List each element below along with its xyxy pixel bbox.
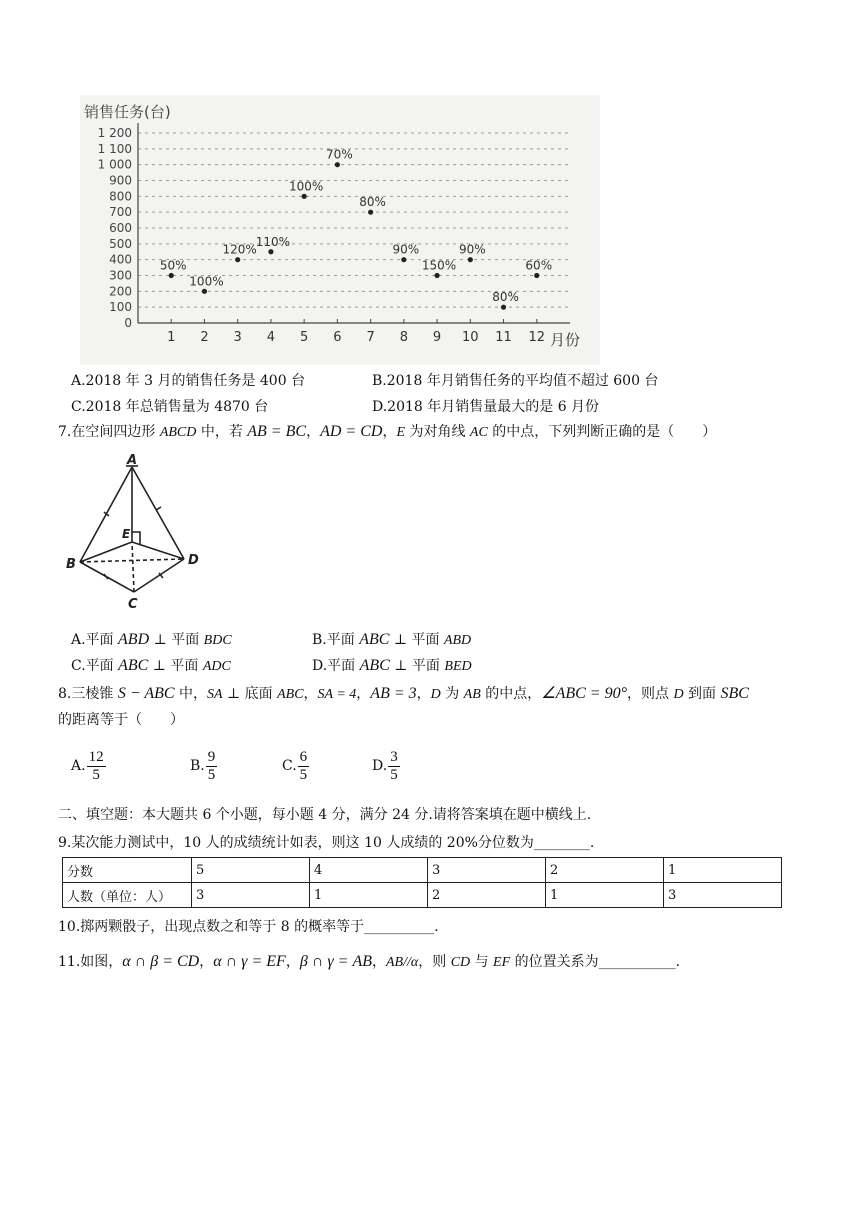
chart-point: [268, 249, 273, 254]
q8-text: ⊥ 底面: [222, 686, 278, 702]
chart-point-label: 80%: [492, 290, 519, 305]
q7-text: 中，若: [196, 424, 248, 440]
q7-opt-text: ⊥ 平面: [149, 632, 204, 648]
q7-opt-text: B.平面: [312, 632, 360, 648]
table-cell: 3: [428, 858, 546, 883]
chart-y-tick-label: 0: [124, 316, 132, 330]
table-cell: 分数: [63, 858, 192, 883]
q8-option-b-fraction: [206, 749, 218, 784]
tetrahedron-figure: [62, 452, 212, 612]
q7-math: ABCD: [159, 425, 197, 440]
fig-label-b: B: [66, 557, 76, 572]
chart-x-tick-label: 3: [233, 330, 242, 345]
chart-point-label: 100%: [288, 179, 324, 194]
chart-y-tick-label: 1 000: [97, 157, 132, 172]
q7-text: 7.在空间四边形: [58, 424, 160, 440]
fraction-denominator: 5: [299, 766, 308, 783]
q11-math: AB//α: [386, 955, 419, 970]
chart-y-tick-label: 500: [109, 236, 132, 251]
q7-math: AC: [469, 425, 488, 440]
chart-x-tick-label: 6: [333, 330, 342, 345]
chart-y-tick-label: 700: [109, 205, 132, 220]
q9-stem: 9.某次能力测试中，10 人的成绩统计如表，则这 10 人成绩的 20%分位数为________.: [58, 835, 595, 851]
chart-x-tick-label: 5: [300, 330, 309, 345]
q7-opt-math: ABC: [359, 631, 390, 648]
chart-y-tick-label: 300: [109, 268, 132, 283]
q8-option-c: [282, 748, 309, 784]
q8-text: 到面: [683, 686, 721, 702]
q7-option-c: [71, 657, 231, 676]
q10-stem: 10.掷两颗骰子，出现点数之和等于 8 的概率等于__________.: [58, 919, 439, 935]
q7-opt-math: ABD: [443, 633, 472, 648]
q7-text: 为对角线: [405, 424, 470, 440]
chart-x-tick-label: 8: [399, 330, 408, 345]
chart-point-label: 120%: [222, 242, 257, 257]
q8-option-a: [71, 748, 106, 784]
q8-text: 中，: [174, 686, 207, 702]
chart-y-axis-label: 销售任务(台): [84, 103, 171, 121]
table-cell: 人数（单位：人）: [63, 883, 192, 908]
q7-opt-math: BDC: [203, 633, 232, 648]
chart-point-label: 110%: [255, 234, 291, 249]
chart-x-tick-label: 7: [366, 330, 375, 345]
q11-math: EF: [493, 955, 511, 970]
q7-opt-text: C.平面: [71, 658, 119, 674]
q8-text: ，: [303, 686, 318, 702]
q7-stem: [58, 423, 716, 442]
sales-task-chart: [80, 95, 600, 365]
chart-point-label: 90%: [392, 242, 420, 257]
q8-math: S − ABC: [117, 685, 175, 702]
table-cell: 1: [310, 883, 428, 908]
fraction-denominator: 5: [390, 766, 398, 783]
chart-x-tick-label: 10: [462, 330, 479, 345]
table-cell: 1: [546, 883, 664, 908]
q6-option-c: C.2018 年总销售量为 4870 台: [71, 399, 269, 415]
chart-x-axis-label: 月份: [550, 331, 581, 349]
q11-stem: [58, 953, 680, 972]
chart-y-ticks: [98, 126, 132, 330]
q11-text: 11.如图，: [58, 954, 123, 970]
q8-math: ∠ABC = 90°: [541, 685, 627, 702]
table-row: [63, 858, 782, 883]
chart-point: [468, 257, 473, 262]
q7-option-a: [71, 631, 232, 650]
q8-text: 为: [440, 686, 464, 702]
chart-x-tick-label: 2: [200, 330, 209, 345]
fraction-denominator: 5: [207, 766, 216, 783]
q11-text: ，: [372, 954, 386, 970]
chart-point-label: 90%: [458, 242, 486, 257]
q8-math: SBC: [720, 685, 749, 702]
section-2-title: 二、填空题：本大题共 6 个小题，每小题 4 分，满分 24 分.请将答案填在题中横线上.: [58, 807, 592, 823]
table-cell: 2: [428, 883, 546, 908]
q8-math: SA = 4: [317, 687, 357, 702]
chart-x-tick-label: 4: [266, 330, 276, 345]
chart-y-tick-label: 400: [109, 252, 132, 267]
q11-math: α ∩ γ = EF: [213, 953, 286, 970]
q7-opt-math: ABD: [118, 631, 150, 648]
q8-math: AB: [463, 687, 481, 702]
q7-option-b: [312, 631, 471, 650]
q8-stem: [58, 685, 749, 704]
chart-point: [501, 305, 506, 310]
chart-point: [534, 273, 539, 278]
q7-opt-math: ADC: [202, 659, 231, 674]
table-cell: 4: [310, 858, 428, 883]
q8-stem-line2: 的距离等于（ ）: [58, 712, 184, 728]
table-cell: 5: [192, 858, 310, 883]
fig-label-e: E: [122, 527, 131, 541]
q8-option-a-fraction: [87, 749, 106, 784]
chart-y-tick-label: 1 200: [97, 126, 132, 140]
q7-text: 的中点，下列判断正确的是（ ）: [487, 424, 717, 440]
q8-math: D: [430, 687, 441, 702]
chart-points: [160, 148, 552, 310]
q8-option-c-fraction: [298, 749, 310, 784]
q7-text: ，: [306, 424, 321, 440]
q7-opt-math: ABC: [359, 657, 390, 674]
q11-text: ，: [285, 954, 300, 970]
q8-text: ，: [416, 686, 431, 702]
chart-x-tick-label: 12: [528, 330, 546, 345]
q11-text: ，则: [418, 954, 451, 970]
chart-point: [401, 257, 406, 262]
table-cell: 3: [664, 883, 782, 908]
fraction-numerator: 9: [207, 748, 216, 765]
q7-opt-text: ⊥ 平面: [148, 658, 203, 674]
fraction-numerator: 12: [88, 748, 104, 765]
q7-option-d: [312, 657, 472, 676]
fig-label-a: A: [127, 453, 138, 468]
chart-point-label: 150%: [421, 258, 457, 273]
chart-point: [235, 257, 240, 262]
q7-math: AD = CD: [320, 423, 383, 440]
chart-y-tick-label: 800: [109, 189, 132, 204]
q8-math: ABC: [277, 687, 304, 702]
q7-opt-math: ABC: [118, 657, 149, 674]
table-row: [63, 883, 782, 908]
table-cell: 2: [546, 858, 664, 883]
chart-x-tick-label: 1: [167, 330, 176, 345]
chart-point-label: 100%: [189, 274, 224, 289]
table-cell: 1: [664, 858, 782, 883]
fraction-numerator: 6: [299, 748, 308, 765]
chart-y-tick-label: 100: [109, 300, 132, 315]
q8-text: ，则点: [627, 686, 674, 702]
q8-text: 8.三棱锥: [58, 686, 118, 702]
chart-point: [302, 194, 307, 199]
q8-option-d: [372, 748, 400, 784]
chart-point-label: 80%: [359, 195, 386, 210]
q7-opt-text: A.平面: [71, 632, 119, 648]
q11-math: α ∩ β = CD: [122, 953, 200, 970]
q8-math: SA: [207, 687, 223, 702]
q8-math: AB = 3: [370, 685, 417, 702]
chart-y-tick-label: 600: [109, 221, 132, 235]
q7-opt-text: ⊥ 平面: [389, 658, 445, 674]
q11-math: β ∩ γ = AB: [299, 953, 372, 970]
chart-y-tick-label: 200: [109, 284, 132, 299]
q7-math: AB = BC: [247, 423, 307, 440]
chart-point: [335, 162, 340, 167]
fig-label-c: C: [128, 597, 138, 612]
chart-point-label: 70%: [326, 147, 353, 162]
chart-point-label: 50%: [159, 258, 187, 273]
fig-label-d: D: [188, 553, 199, 568]
q6-option-d: D.2018 年月销售量最大的是 6 月份: [372, 399, 600, 415]
q7-opt-text: D.平面: [312, 658, 360, 674]
q6-option-b: B.2018 年月销售任务的平均值不超过 600 台: [372, 373, 659, 389]
q11-text: ，: [199, 954, 214, 970]
q7-opt-math: BED: [444, 659, 472, 674]
q8-text: 的中点，: [480, 686, 542, 702]
q8-option-d-label: D.: [372, 758, 388, 774]
q8-option-c-label: C.: [282, 758, 297, 774]
q7-text: ，: [382, 424, 397, 440]
q7-math: E: [396, 425, 405, 440]
fraction-denominator: 5: [92, 766, 100, 783]
q6-option-a: A.2018 年 3 月的销售任务是 400 台: [71, 373, 306, 389]
table-cell: 3: [192, 883, 310, 908]
fraction-numerator: 3: [390, 748, 398, 765]
chart-y-tick-label: 900: [109, 173, 132, 188]
chart-x-tick-label: 9: [432, 330, 442, 345]
q9-score-table: [62, 857, 782, 908]
q8-text: ，: [356, 686, 371, 702]
q8-option-a-label: A.: [71, 758, 86, 774]
chart-x-tick-label: 11: [495, 330, 512, 345]
chart-y-tick-label: 1 100: [97, 141, 132, 156]
q7-opt-text: ⊥ 平面: [389, 632, 444, 648]
sales-task-chart-svg: [80, 95, 600, 365]
q11-text: 与: [470, 954, 494, 970]
q11-text: 的位置关系为___________.: [510, 954, 681, 970]
chart-point: [169, 273, 174, 278]
q8-option-b: [190, 748, 217, 784]
q11-math: CD: [450, 955, 471, 970]
q8-option-b-label: B.: [190, 758, 205, 774]
chart-point: [434, 273, 439, 278]
chart-point: [368, 210, 373, 215]
q8-option-d-fraction: [388, 749, 400, 784]
chart-point: [202, 289, 207, 294]
chart-point-label: 60%: [525, 258, 553, 273]
q8-math: D: [673, 687, 684, 702]
